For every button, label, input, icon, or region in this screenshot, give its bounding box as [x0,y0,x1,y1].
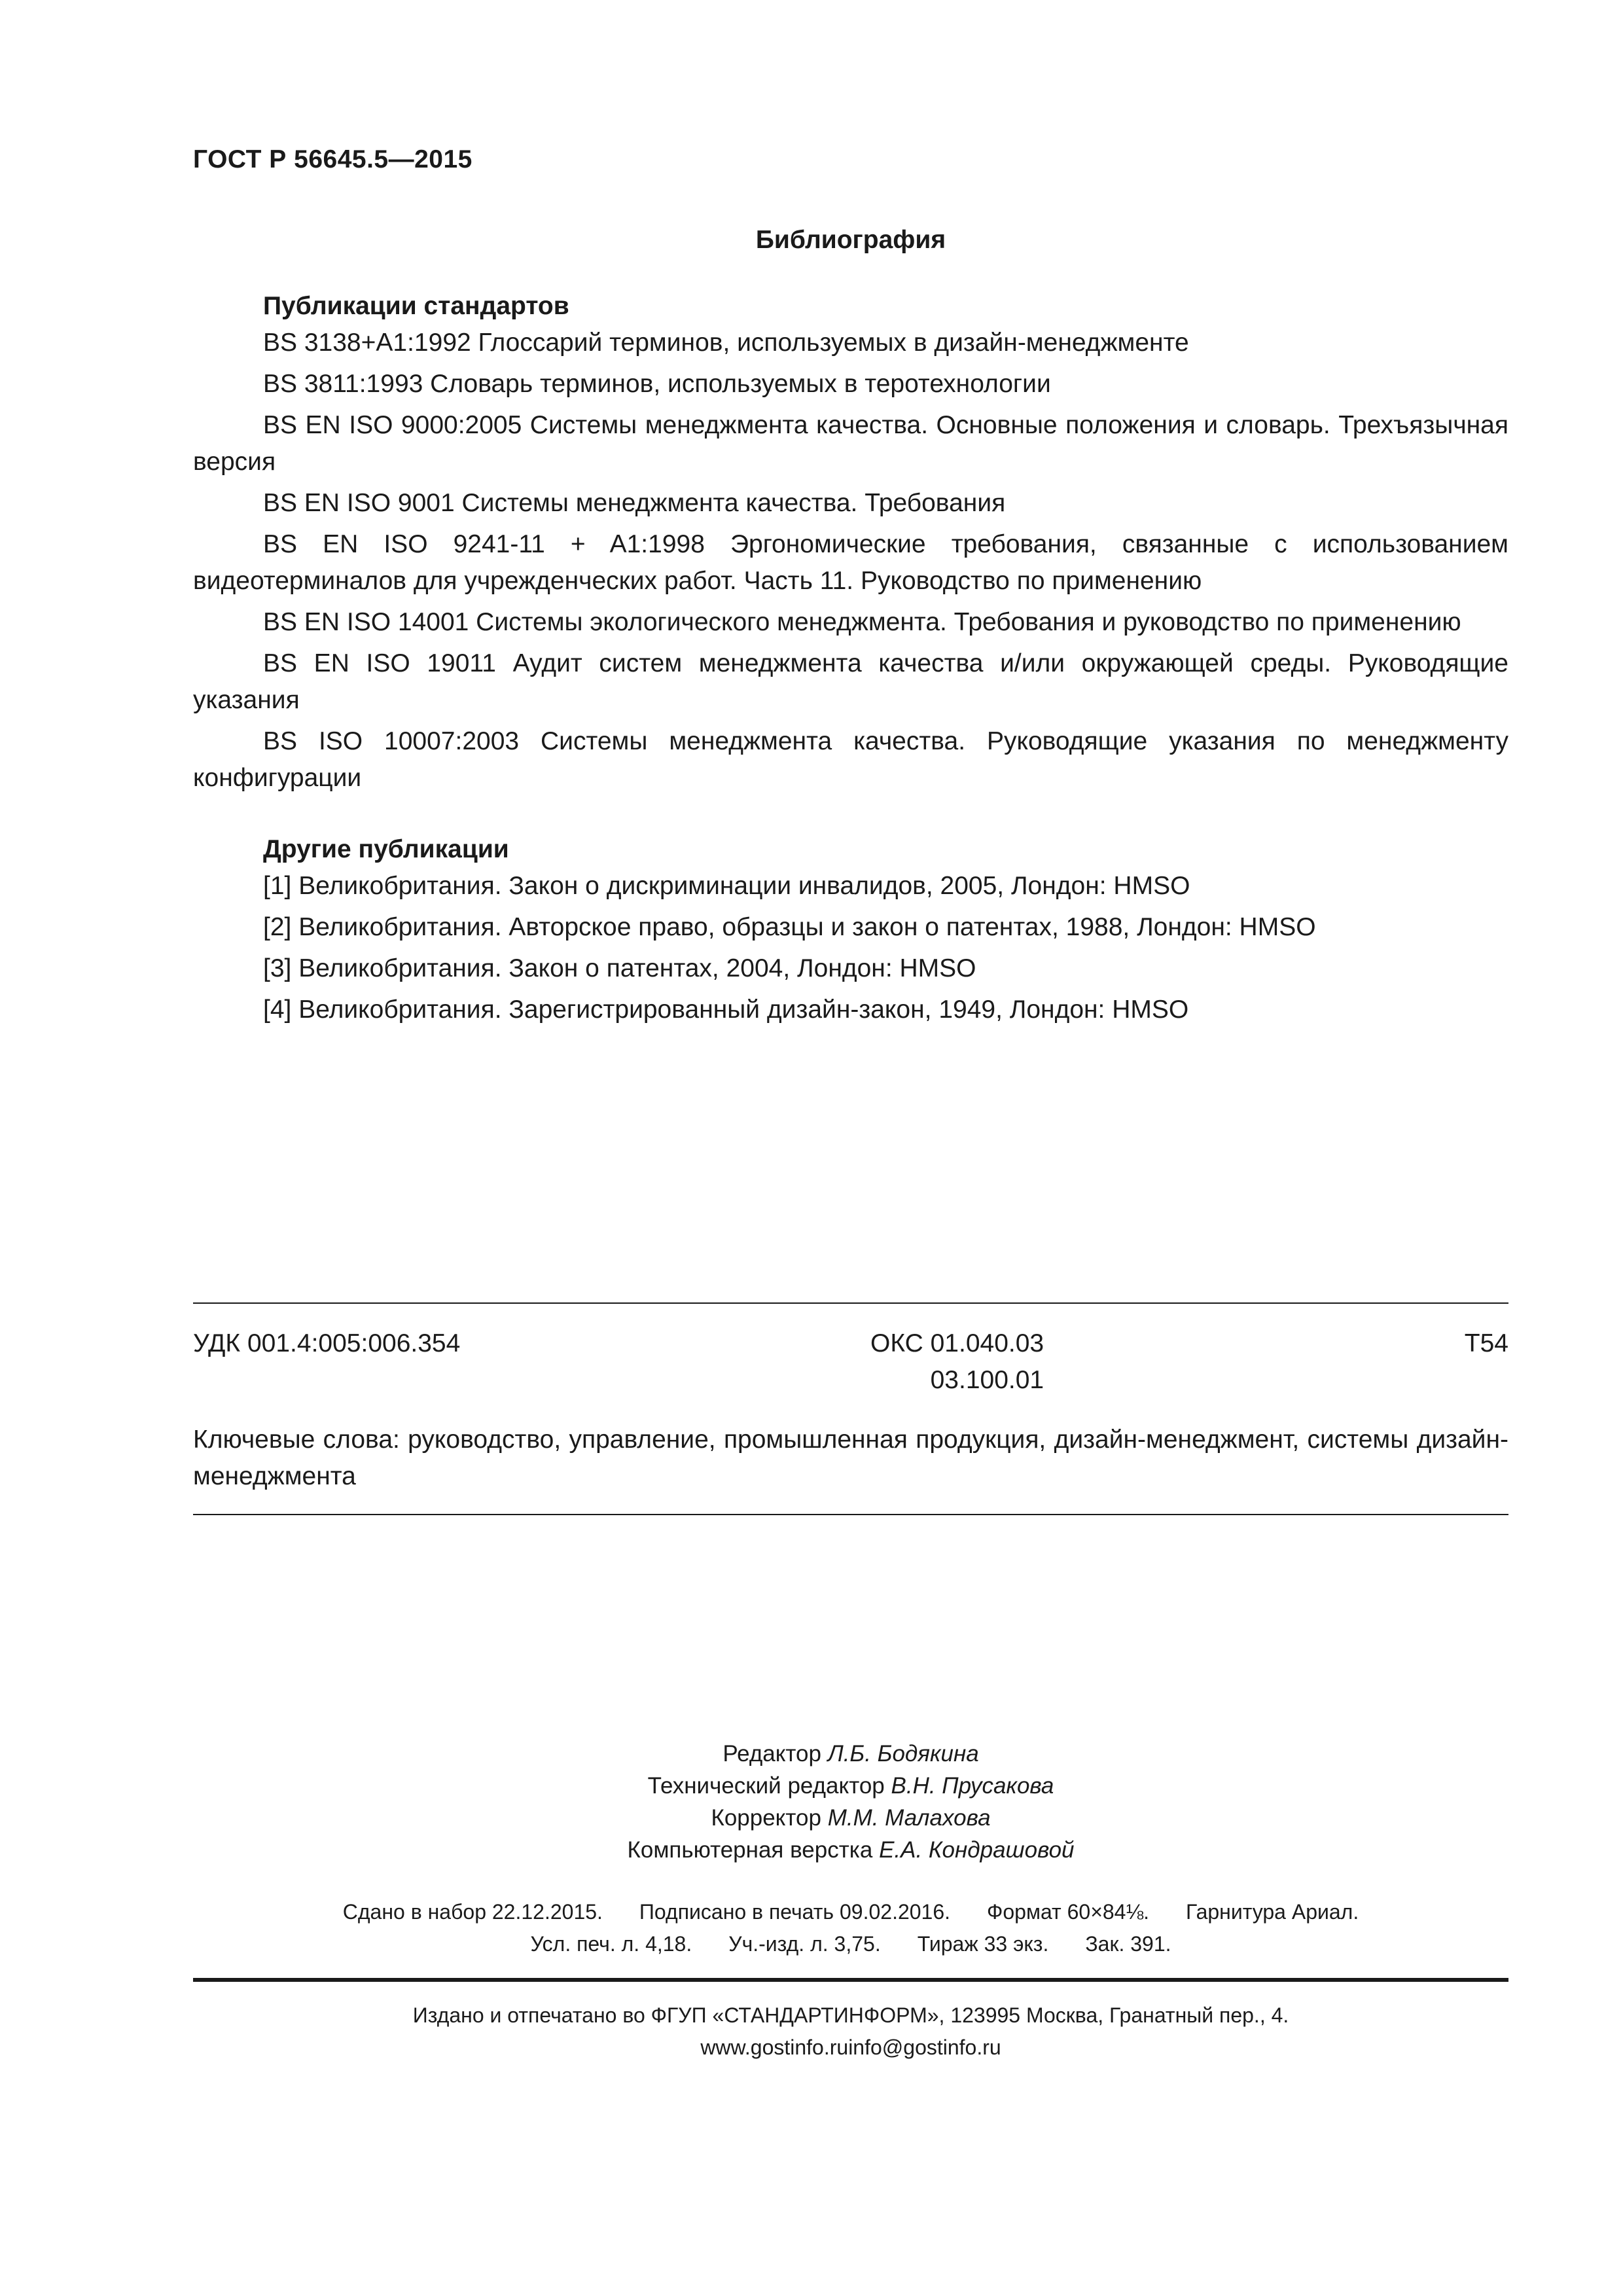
layout-role: Компьютерная верстка [627,1837,873,1863]
other-publication-entry: [3] Великобритания. Закон о патентах, 2004, Лондон: HMSO [263,954,976,982]
credits [0,1738,1623,1866]
divider [193,1302,1508,1304]
print-run: Тираж 33 экз. [917,1932,1049,1956]
corrector-line [0,1802,1623,1834]
publisher-address: Издано и отпечатано во ФГУП «СТАНДАРТИНФОРМ», 123995 Москва, Гранатный пер., 4. [412,2003,1289,2027]
standard-entry: BS EN ISO 9000:2005 Системы менеджмента качества. Основные положения и словарь. Трехъязычная версия [193,411,1508,476]
standard-entry: BS EN ISO 14001 Системы экологического менеджмента. Требования и руководство по применению [263,608,1461,636]
publisher-info [0,2000,1623,2064]
other-publication-entry: [2] Великобритания. Авторское право, образцы и закон о патентах, 1988, Лондон: HMSO [263,913,1316,941]
udk-code: УДК 001.4:005:006.354 [193,1329,461,1357]
oks-line-2: 03.100.01 [930,1366,1044,1394]
publisher-sheets: Уч.-изд. л. 3,75. [728,1932,881,1956]
print-info-line-2 [0,1928,1623,1960]
keywords: Ключевые слова: руководство, управление, промышленная продукция, дизайн-менеджмент, системы дизайн-менеджмента [193,1426,1508,1490]
tech-editor-name: В.Н. Прусакова [891,1773,1054,1799]
standard-entry: BS 3811:1993 Словарь терминов, используемых в теротехнологии [263,370,1051,398]
paper-format: Формат 60×84⅛. [987,1900,1150,1924]
print-info-line-1 [0,1896,1623,1928]
editor-name: Л.Б. Бодякина [827,1741,979,1767]
publisher-contacts [0,2032,1623,2064]
standard-entry: BS EN ISO 19011 Аудит систем менеджмента качества и/или окружающей среды. Руководящие указания [193,649,1508,714]
typeface: Гарнитура Ариал. [1186,1900,1359,1924]
corrector-name: М.М. Малахова [827,1805,991,1831]
oks-code [870,1325,1044,1399]
bibliography [193,288,1508,1033]
layout-name: Е.А. Кондрашовой [879,1837,1075,1863]
editor-role: Редактор [722,1741,821,1767]
standard-entry: BS 3138+A1:1992 Глоссарий терминов, используемых в дизайн-менеджменте [263,329,1189,357]
tech-editor-role: Технический редактор [647,1773,885,1799]
oks-line-1: ОКС 01.040.03 [870,1329,1044,1357]
other-publications-heading: Другие публикации [263,835,509,863]
editor-line [0,1738,1623,1770]
typeset-date: Сдано в набор 22.12.2015. [342,1900,603,1924]
tech-editor-line [0,1770,1623,1802]
standard-entry: BS ISO 10007:2003 Системы менеджмента качества. Руководящие указания по менеджменту конфигурации [193,727,1508,792]
order-number: Зак. 391. [1085,1932,1171,1956]
standards-heading: Публикации стандартов [263,292,569,320]
document-code: ГОСТ Р 56645.5—2015 [193,145,473,173]
divider [193,1514,1508,1515]
corrector-role: Корректор [711,1805,821,1831]
website-link[interactable]: www.gostinfo.ru [700,2036,849,2059]
print-info [0,1896,1623,1960]
divider-thick [193,1978,1508,1982]
email-link[interactable]: info@gostinfo.ru [848,2036,1001,2059]
t-code: Т54 [1464,1329,1508,1357]
section-title: Библиография [755,226,946,254]
other-publication-entry: [4] Великобритания. Зарегистрированный дизайн-закон, 1949, Лондон: HMSO [263,996,1189,1024]
layout-line [0,1834,1623,1866]
printed-sheets: Усл. печ. л. 4,18. [530,1932,692,1956]
other-publication-entry: [1] Великобритания. Закон о дискриминации инвалидов, 2005, Лондон: HMSO [263,872,1190,900]
signed-date: Подписано в печать 09.02.2016. [639,1900,951,1924]
standard-entry: BS EN ISO 9241-11 + A1:1998 Эргономические требования, связанные с использованием видеотерминалов для учрежденческих работ. Часть 11. Руководство по применению [193,530,1508,595]
standard-entry: BS EN ISO 9001 Системы менеджмента качества. Требования [263,489,1006,517]
